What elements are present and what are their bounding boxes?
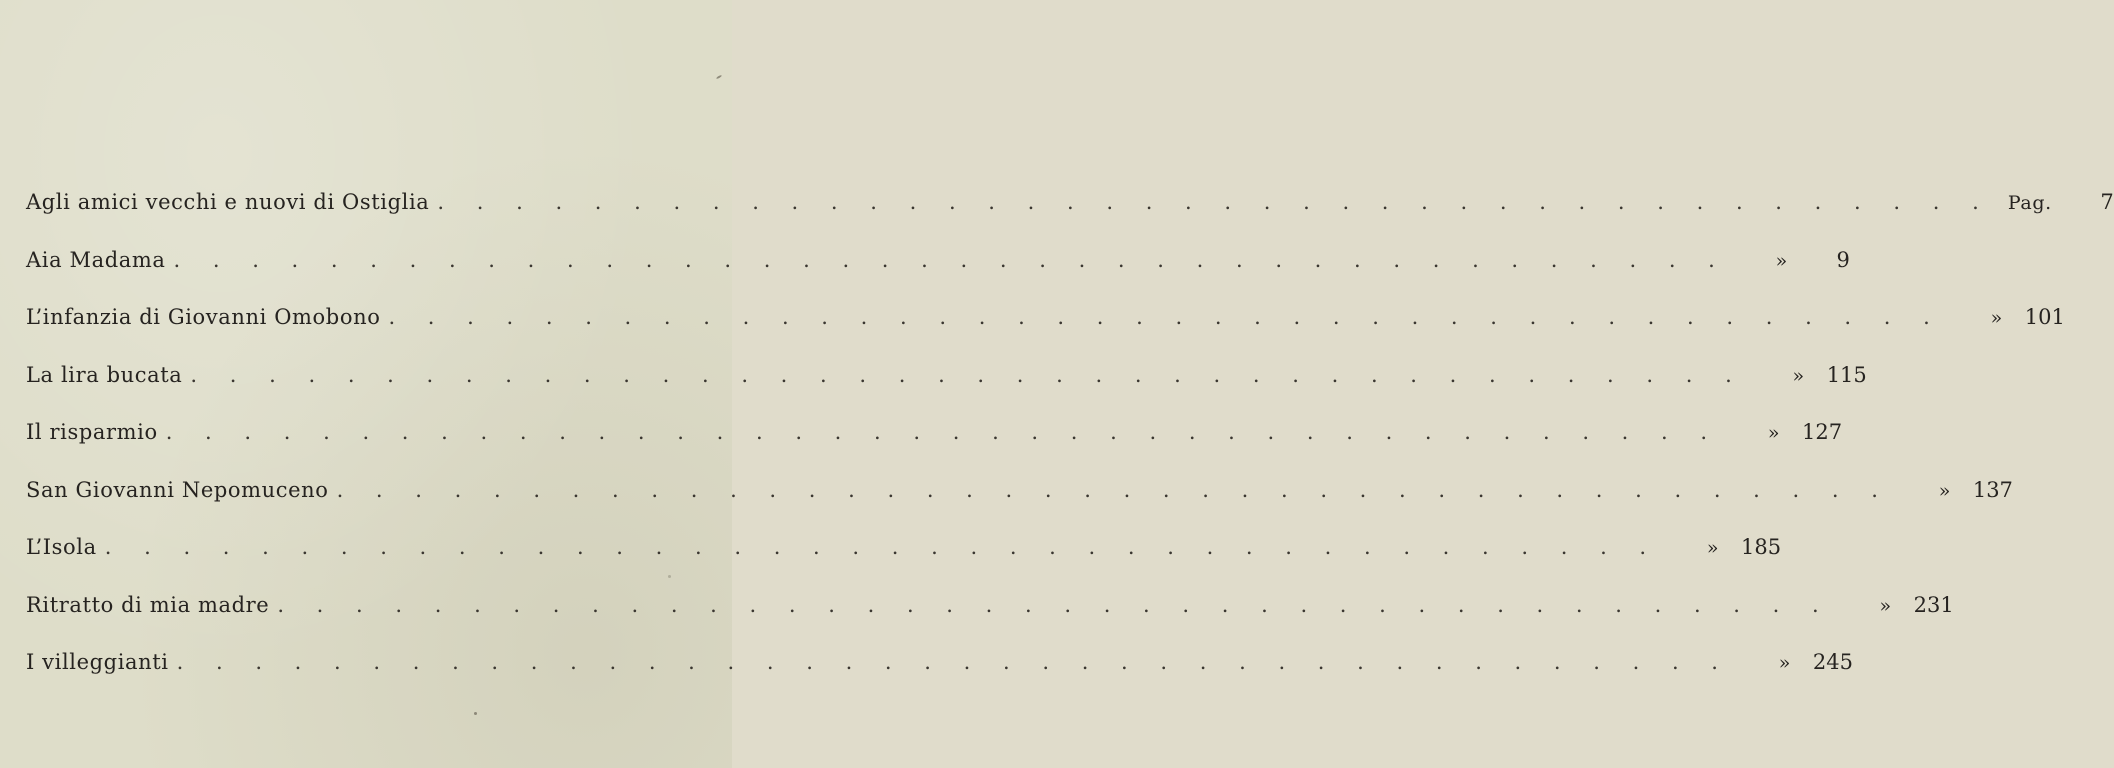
ditto-marker: » [1879,594,1892,617]
dot-leader: . . . . . . . . . . . . . . . . . . . . . . . . . . . . . . . . . . . . . . . . [437,190,1992,214]
toc-entry [26,247,1850,306]
toc-entry [26,305,2065,363]
toc-entry [26,592,1954,651]
dot-leader: . . . . . . . . . . . . . . . . . . . . . . . . . . . . . . . . . . . . . . . . [104,535,1660,559]
ditto-marker: » [1792,364,1805,387]
dot-leader: . . . . . . . . . . . . . . . . . . . . . . . . . . . . . . . . . . . . . . . . [173,247,1728,272]
toc-entry [26,190,2114,248]
toc-entry-page: 115 [1826,362,1867,387]
toc-entry [26,362,1867,421]
ditto-marker: » [1706,537,1720,559]
ditto-marker: » [1767,422,1781,444]
toc-entry-title: L’Isola [26,535,97,559]
toc-entry-page: 185 [1741,535,1782,559]
toc-entry-title: Ritratto di mia madre [26,592,270,617]
dot-leader: . . . . . . . . . . . . . . . . . . . . . . . . . . . . . . . . . . . . . . . . [190,362,1745,387]
toc-entry-page: 101 [2024,305,2065,329]
ditto-marker: » [1778,652,1791,674]
ditto-marker: » [1775,249,1788,272]
toc-entry-title: I villeggianti [26,650,169,674]
dot-leader: . . . . . . . . . . . . . . . . . . . . . . . . . . . . . . . . . . . . . . . . [388,305,1943,329]
toc-entry-title: San Giovanni Nepomuceno [26,477,329,502]
toc-entry [26,477,2013,536]
toc-entry-page: 245 [1812,650,1853,674]
toc-entry-title: Il risparmio [26,420,158,444]
toc-entry-page: 9 [1836,247,1850,272]
toc-entry-title: Agli amici vecchi e nuovi di Ostiglia [26,190,430,214]
toc-entry [26,650,1853,708]
paper-speck [474,712,477,715]
toc-entry-title: L’infanzia di Giovanni Omobono [26,305,381,329]
page-marker: Pag. [2007,192,2052,214]
dot-leader: . . . . . . . . . . . . . . . . . . . . . . . . . . . . . . . . . . . . . . . . [165,420,1721,444]
dot-leader: . . . . . . . . . . . . . . . . . . . . . . . . . . . . . . . . . . . . . . . . [277,592,1832,617]
toc-entry [26,420,1843,478]
table-of-contents [26,190,2114,708]
toc-entry-page: 137 [1972,477,2013,502]
toc-entry-title: La lira bucata [26,362,183,387]
toc-entry-page: 127 [1801,420,1843,444]
toc-entry-title: Aia Madama [26,247,166,272]
paper-speck [716,75,722,80]
ditto-marker: » [1938,479,1951,502]
dot-leader: . . . . . . . . . . . . . . . . . . . . . . . . . . . . . . . . . . . . . . . . [176,650,1731,674]
dot-leader: . . . . . . . . . . . . . . . . . . . . . . . . . . . . . . . . . . . . . . . . [336,477,1891,502]
toc-entry-page: 7 [2100,190,2114,214]
ditto-marker: » [1990,307,2003,329]
toc-entry-page: 231 [1913,592,1954,617]
toc-entry [26,535,1782,593]
